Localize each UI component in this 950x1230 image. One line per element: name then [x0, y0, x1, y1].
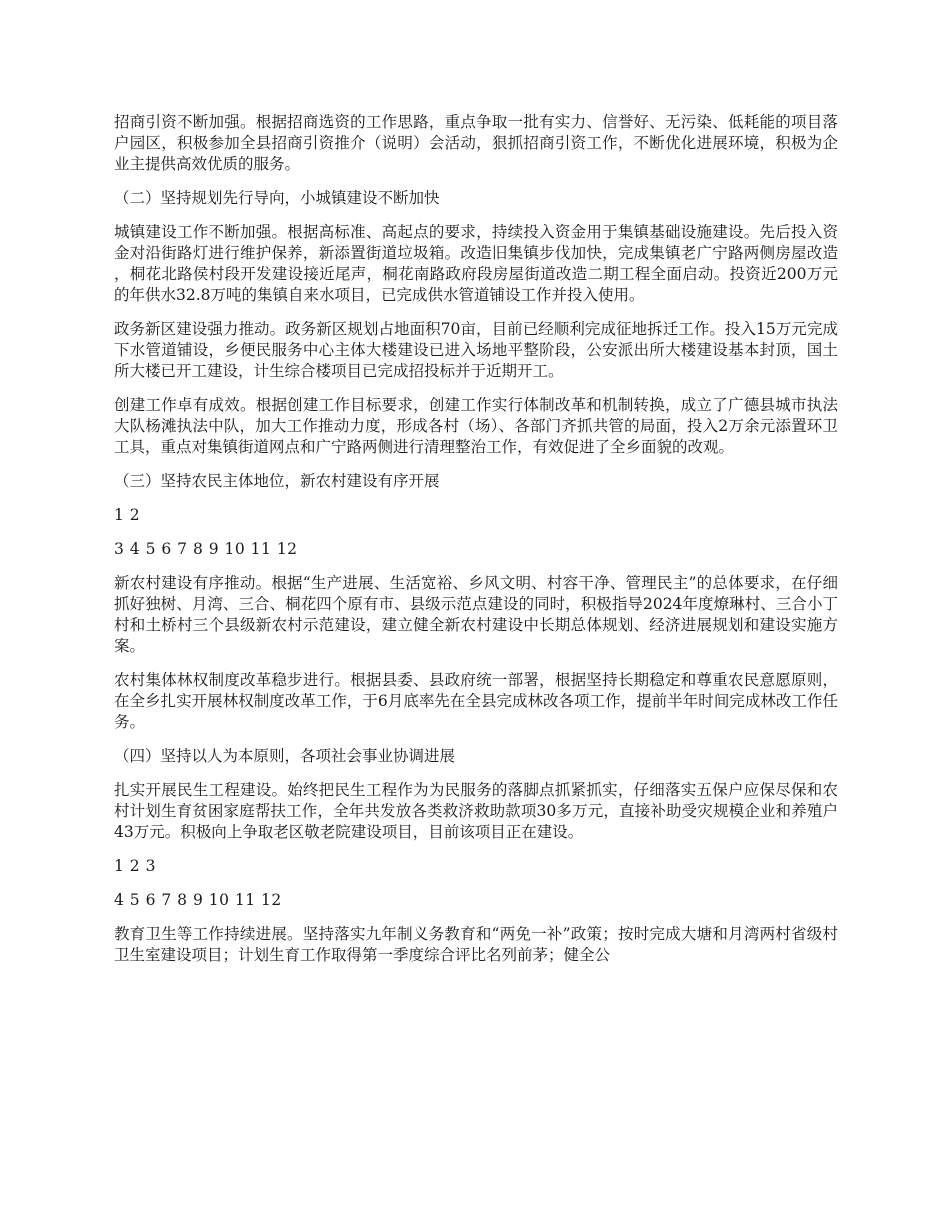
paragraph-government-district: 政务新区建设强力推动。政务新区规划占地面积70亩，目前已经顺利完成征地拆迁工作。投入15万元完成下水管道铺设，乡便民服务中心主体大楼建设已进入场地平整阶段，公安派出所大楼建设基本封顶，国土所大楼已开工建设，计生综合楼项目已完成招投标并于近期开工。: [114, 320, 838, 380]
number-sequence: 1 2: [114, 506, 141, 524]
section-heading-3: （三）坚持农民主体地位，新农村建设有序开展: [114, 472, 440, 490]
document-page: [114, 112, 838, 979]
paragraph-livelihood: 扎实开展民生工程建设。始终把民生工程作为为民服务的落脚点抓紧抓实，仔细落实五保户应保尽保和农村计划生育贫困家庭帮扶工作，全年共发放各类救济救助款项30多万元，直接补助受灾规模企业和养殖户43万元。积极向上争取老区敬老院建设项目，目前该项目正在建设。: [114, 781, 838, 841]
section-heading-2: （二）坚持规划先行导向，小城镇建设不断加快: [114, 189, 440, 207]
paragraph-forest-reform: 农村集体林权制度改革稳步进行。根据县委、县政府统一部署，根据坚持长期稳定和尊重农民意愿原则，在全乡扎实开展林权制度改革工作，于6月底率先在全县完成林改各项工作，提前半年时间完成林改工作任务。: [114, 671, 838, 731]
paragraph-creation-work: 创建工作卓有成效。根据创建工作目标要求，创建工作实行体制改革和机制转换，成立了广德县城市执法大队杨滩执法中队，加大工作推动力度，形成各村（场）、各部门齐抓共管的局面，投入2万余元添置环卫工具，重点对集镇街道网点和广宁路两侧进行清理整治工作，有效促进了全乡面貌的改观。: [114, 396, 838, 456]
paragraph-investment: 招商引资不断加强。根据招商选资的工作思路，重点争取一批有实力、信誉好、无污染、低耗能的项目落户园区，积极参加全县招商引资推介（说明）会活动，狠抓招商引资工作，不断优化进展环境，积极为企业主提供高效优质的服务。: [114, 113, 838, 173]
number-sequence: 1 2 3: [114, 857, 156, 875]
paragraph-new-countryside: 新农村建设有序推动。根据“生产进展、生活宽裕、乡风文明、村容干净、管理民主”的总体要求，在仔细抓好独树、月湾、三合、桐花四个原有市、县级示范点建设的同时，积极指导2024年度燎琳村、三合小丁村和土桥村三个县级新农村示范建设，建立健全新农村建设中长期总体规划、经济进展规划和建设实施方案。: [114, 574, 838, 655]
section-heading-4: （四）坚持以人为本原则，各项社会事业协调进展: [114, 747, 456, 765]
paragraph-town-construction: 城镇建设工作不断加强。根据高标准、高起点的要求，持续投入资金用于集镇基础设施建设。先后投入资金对沿街路灯进行维护保养，新添置街道垃圾箱。改造旧集镇步伐加快，完成集镇老广宁路两侧房屋改造，桐花北路侯村段开发建设接近尾声，桐花南路政府段房屋街道改造二期工程全面启动。投资近200万元的年供水32.8万吨的集镇自来水项目，已完成供水管道铺设工作并投入使用。: [114, 223, 838, 304]
number-sequence: 4 5 6 7 8 9 10 11 12: [114, 891, 282, 909]
number-sequence: 3 4 5 6 7 8 9 10 11 12: [114, 540, 298, 558]
paragraph-education-health: 教育卫生等工作持续进展。坚持落实九年制义务教育和“两免一补”政策；按时完成大塘和月湾两村省级村卫生室建设项目；计划生育工作取得第一季度综合评比名列前茅；健全公: [114, 925, 838, 964]
